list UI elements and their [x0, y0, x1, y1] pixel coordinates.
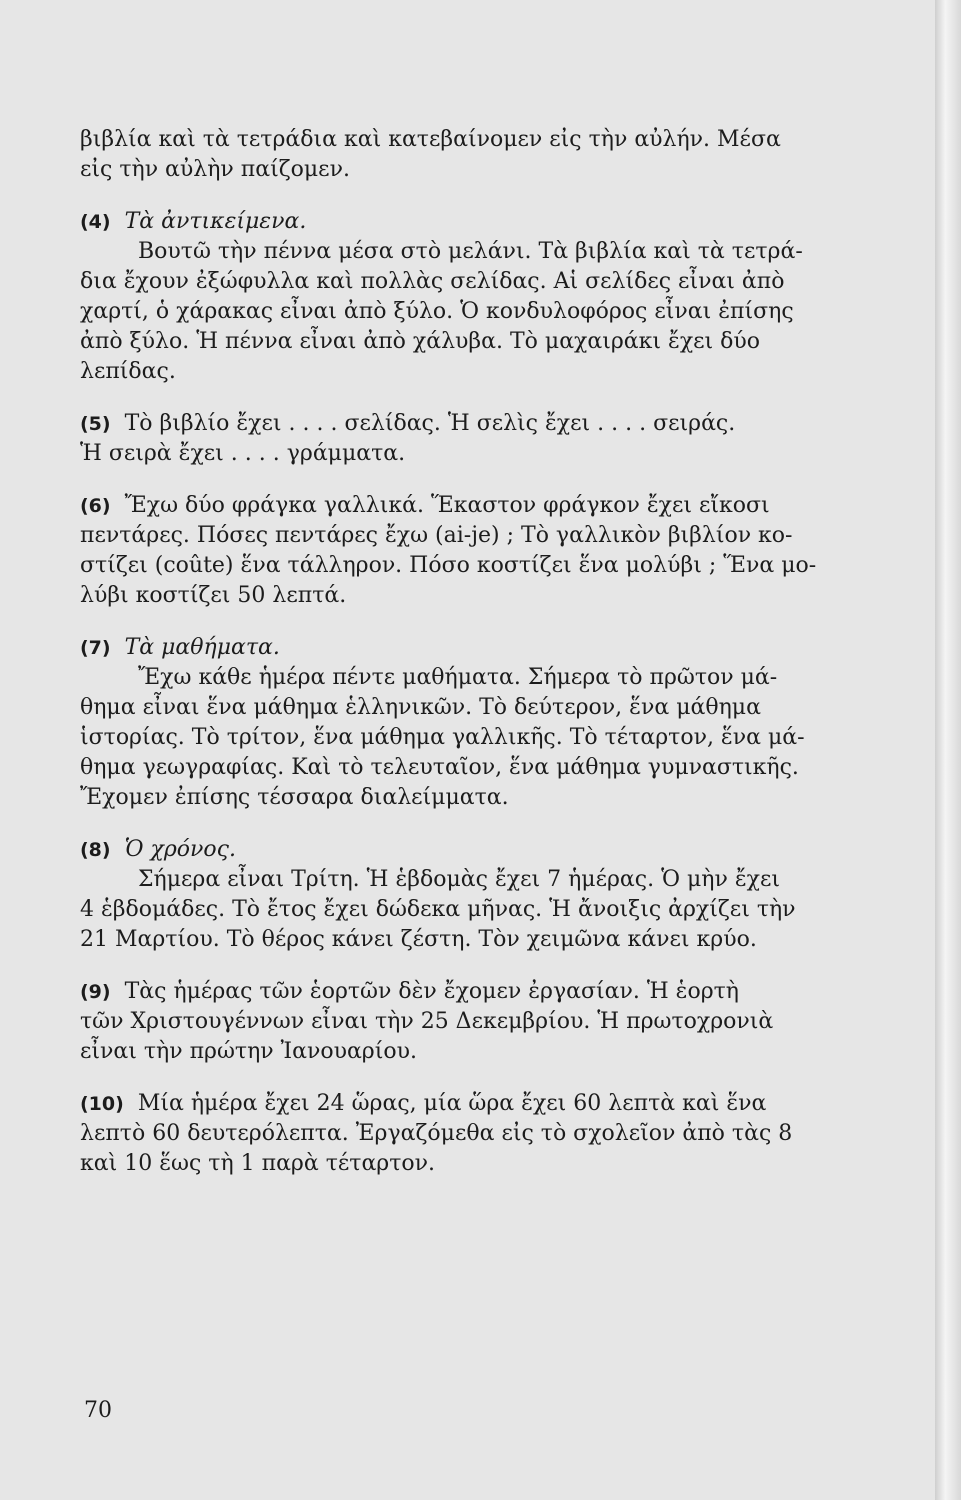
section-first-line	[80, 1089, 820, 1119]
text-line: λύβι κοστίζει 50 λεπτά.	[80, 583, 347, 608]
section-first-line	[80, 409, 820, 439]
text-line: θημα γεωγραφίας. Καὶ τὸ τελευταῖον, ἕνα μάθημα γυμναστικῆς.	[80, 755, 799, 780]
section-first-line	[80, 977, 820, 1007]
page-edge-shadow	[935, 0, 961, 1500]
text-run: Μία ἡμέρα ἔχει 24 ὥρας, μία ὥρα ἔχει 60 λεπτὰ καὶ ἕνα	[137, 1091, 767, 1116]
section-8	[80, 835, 820, 955]
text-run: Τὰς ἡμέρας τῶν ἑορτῶν δὲν ἔχομεν ἐργασίαν. Ἡ ἑορτὴ	[124, 979, 739, 1004]
section-10	[80, 1089, 820, 1179]
text-line: βιβλία καὶ τὰ τετράδια καὶ κατεβαίνομεν εἰς τὴν αὐλήν. Μέσα	[80, 127, 781, 152]
text-line: λεπίδας.	[80, 359, 176, 384]
section-number: (5)	[80, 413, 111, 435]
text-line: τῶν Χριστουγέννων εἶναι τὴν 25 Δεκεμβρίου. Ἡ πρωτοχρονιὰ	[80, 1009, 774, 1034]
section-first-line	[80, 491, 820, 521]
section-7	[80, 633, 820, 813]
page-number: 70	[84, 1398, 112, 1423]
section-6	[80, 491, 820, 611]
section-9	[80, 977, 820, 1067]
section-5	[80, 409, 820, 469]
text-line: Ἔχω κάθε ἡμέρα πέντε μαθήματα. Σήμερα τὸ πρῶτον μά-	[138, 665, 778, 690]
section-title: Τὰ μαθήματα.	[124, 635, 280, 660]
text-line: θημα εἶναι ἕνα μάθημα ἑλληνικῶν. Τὸ δεύτερον, ἕνα μάθημα	[80, 695, 761, 720]
text-line: εἰς τὴν αὐλὴν παίζομεν.	[80, 157, 350, 182]
text-line: εἶναι τὴν πρώτην Ἰανουαρίου.	[80, 1039, 417, 1064]
section-heading	[80, 207, 820, 237]
section-title: Ὁ χρόνος.	[124, 837, 236, 862]
section-number: (4)	[80, 211, 111, 233]
text-line: Ἡ σειρὰ ἔχει . . . . γράμματα.	[80, 441, 406, 466]
section-title: Τὰ ἀντικείμενα.	[124, 209, 307, 234]
text-line: καὶ 10 ἕως τὴ 1 παρὰ τέταρτον.	[80, 1151, 436, 1176]
text-line: ἀπὸ ξύλο. Ἡ πέννα εἶναι ἀπὸ χάλυβα. Τὸ μαχαιράκι ἔχει δύο	[80, 329, 761, 354]
text-line: ἱστορίας. Τὸ τρίτον, ἕνα μάθημα γαλλικῆς. Τὸ τέταρτον, ἕνα μά-	[80, 725, 805, 750]
section-4	[80, 207, 820, 387]
text-line: Ἔχομεν ἐπίσης τέσσαρα διαλείμματα.	[80, 785, 509, 810]
text-line: Βουτῶ τὴν πέννα μέσα στὸ μελάνι. Τὰ βιβλία καὶ τὰ τετρά-	[138, 239, 803, 264]
text-line: πεντάρες. Πόσες πεντάρες ἔχω (ai-je) ; Τὸ γαλλικὸν βιβλίον κο-	[80, 523, 793, 548]
section-number: (7)	[80, 637, 111, 659]
text-line: χαρτί, ὁ χάρακας εἶναι ἀπὸ ξύλο. Ὁ κονδυλοφόρος εἶναι ἐπίσης	[80, 299, 794, 324]
text-run: Ἔχω δύο φράγκα γαλλικά. Ἕκαστον φράγκον ἔχει εἴκοσι	[124, 493, 770, 518]
section-number: (10)	[80, 1093, 124, 1115]
text-line: 21 Μαρτίου. Τὸ θέρος κάνει ζέστη. Τὸν χειμῶνα κάνει κρύο.	[80, 927, 757, 952]
intro-paragraph	[80, 125, 820, 185]
text-line: λεπτὸ 60 δευτερόλεπτα. Ἐργαζόμεθα εἰς τὸ σχολεῖον ἀπὸ τὰς 8	[80, 1121, 793, 1146]
text-line: στίζει (coûte) ἕνα τάλληρον. Πόσο κοστίζει ἕνα μολύβι ; Ἕνα μο-	[80, 553, 817, 578]
section-number: (8)	[80, 839, 111, 861]
text-line: 4 ἑβδομάδες. Τὸ ἔτος ἔχει δώδεκα μῆνας. Ἡ ἄνοιξις ἀρχίζει τὴν	[80, 897, 796, 922]
text-run: Τὸ βιβλίο ἔχει . . . . σελίδας. Ἡ σελὶς ἔχει . . . . σειράς.	[124, 411, 736, 436]
section-heading	[80, 633, 820, 663]
section-heading	[80, 835, 820, 865]
text-line: δια ἔχουν ἐξώφυλλα καὶ πολλὰς σελίδας. Αἱ σελίδες εἶναι ἀπὸ	[80, 269, 785, 294]
section-number: (6)	[80, 495, 111, 517]
text-line: Σήμερα εἶναι Τρίτη. Ἡ ἑβδομὰς ἔχει 7 ἡμέρας. Ὁ μὴν ἔχει	[138, 867, 780, 892]
page-body	[80, 125, 820, 1201]
section-number: (9)	[80, 981, 111, 1003]
